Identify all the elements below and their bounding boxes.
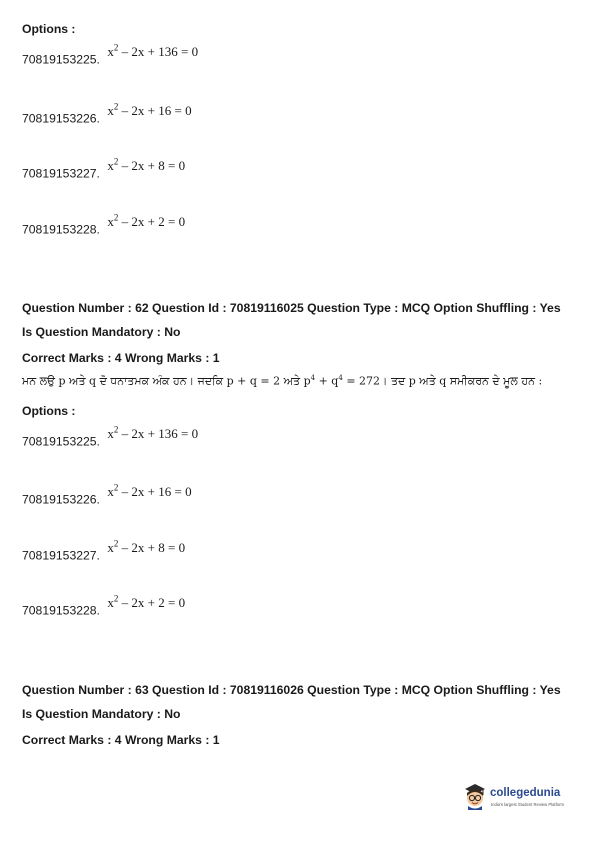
option-equation: x2 – 2x + 16 = 0 [107,483,192,500]
question-header: Question Number : 62 Question Id : 70819116025 Question Type : MCQ Option Shuffling : Yes [22,301,561,315]
option-row [22,43,199,68]
option-row [22,425,199,450]
option-equation: x2 – 2x + 136 = 0 [107,43,199,60]
option-row [22,594,186,619]
question-header: Question Number : 63 Question Id : 70819116026 Question Type : MCQ Option Shuffling : Yes [22,683,561,697]
question-marks: Correct Marks : 4 Wrong Marks : 1 [22,733,220,747]
student-mascot-icon [462,780,488,810]
option-id: 70819153226. [22,111,100,126]
option-equation: x2 – 2x + 16 = 0 [107,102,192,119]
option-id: 70819153225. [22,434,100,449]
question-mandatory: Is Question Mandatory : No [22,707,181,721]
option-id: 70819153227. [22,166,100,181]
option-row [22,102,192,127]
logo-wordmark: collegedunia [490,787,561,799]
option-row [22,539,186,564]
question-mandatory: Is Question Mandatory : No [22,325,181,339]
logo-tagline: India's largest Student Review Platform [491,802,564,807]
question-stem: ਮਨ ਲਉ p ਅਤੇ q ਦੋ ਧਨਾਤਮਕ ਅੰਕ ਹਨ। ਜਦਕਿ p + q = 2 ਅਤੇ $p^4 + q^4$ = 272। ਤਦ p ਅਤੇ q ਸਮੀਕਰਨ ਦੇ ਮੂਲ ਹਨ : [22,374,543,388]
options-label: Options : [22,22,76,36]
option-equation: x2 – 2x + 8 = 0 [107,539,186,556]
option-equation: x2 – 2x + 2 = 0 [107,594,186,611]
option-id: 70819153228. [22,222,100,237]
option-id: 70819153225. [22,52,100,67]
question-marks: Correct Marks : 4 Wrong Marks : 1 [22,351,220,365]
option-equation: x2 – 2x + 2 = 0 [107,213,186,230]
collegedunia-logo [462,780,572,812]
option-row [22,213,186,238]
option-row [22,157,186,182]
option-id: 70819153226. [22,492,100,507]
options-label: Options : [22,404,76,418]
option-row [22,483,192,508]
option-equation: x2 – 2x + 136 = 0 [107,425,199,442]
option-id: 70819153227. [22,548,100,563]
option-equation: x2 – 2x + 8 = 0 [107,157,186,174]
option-id: 70819153228. [22,603,100,618]
